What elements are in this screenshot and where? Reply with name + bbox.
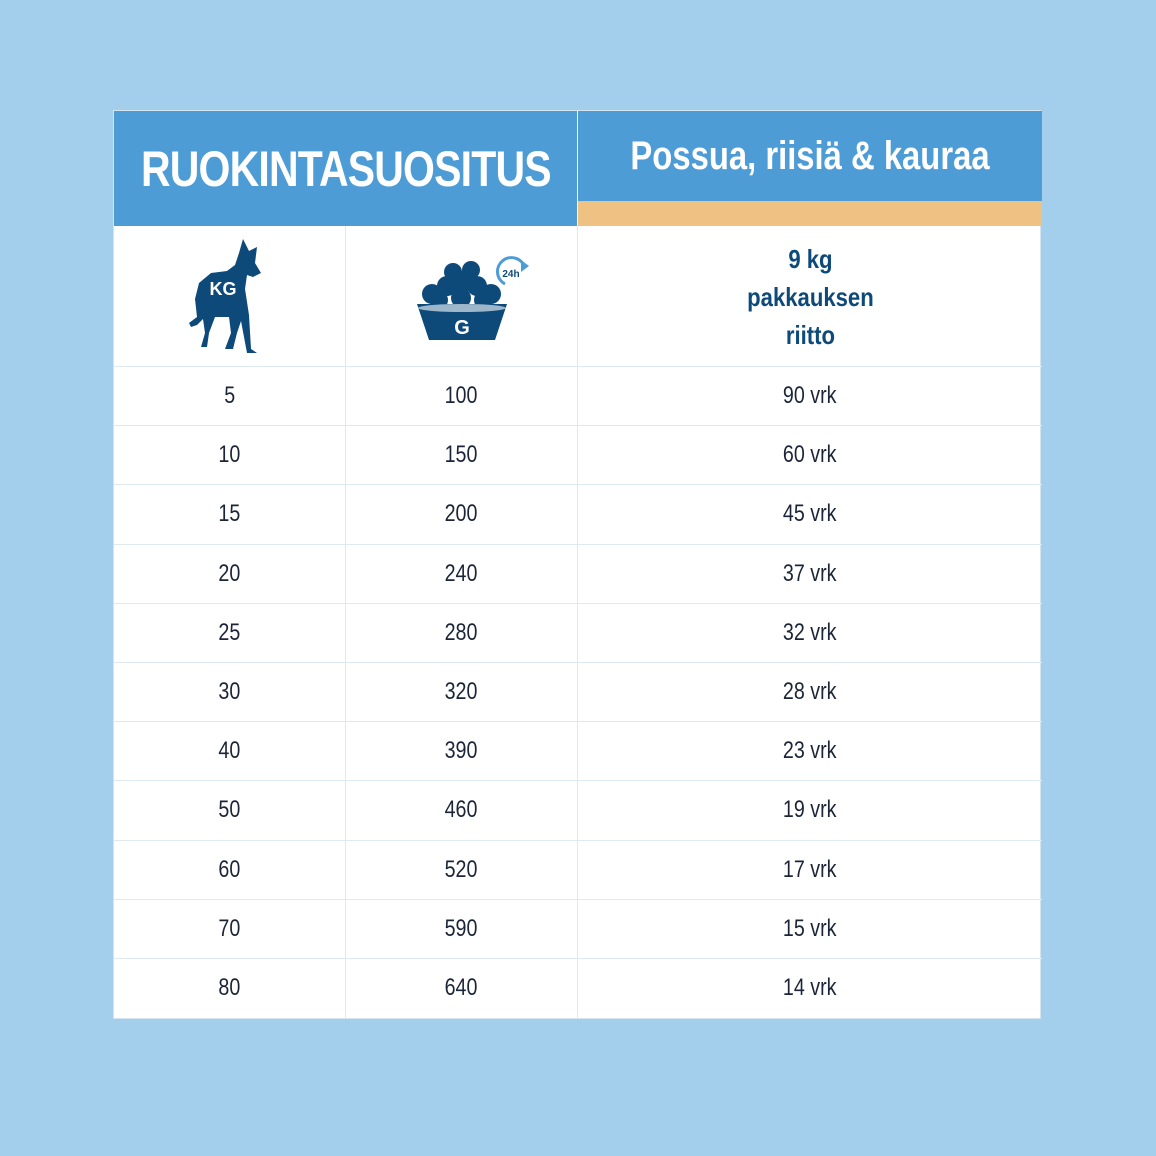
table-row xyxy=(114,604,1042,663)
table-row xyxy=(114,663,1042,722)
duration-cell-value: 90 vrk xyxy=(783,382,837,410)
package-line-2: pakkauksen xyxy=(746,281,874,312)
duration-cell xyxy=(578,722,1042,780)
badge-label: 24h xyxy=(501,268,520,280)
weight-cell-value: 60 xyxy=(218,855,241,883)
grams-cell-value: 320 xyxy=(445,678,478,706)
grams-cell xyxy=(346,545,578,603)
weight-header-cell xyxy=(114,226,346,367)
duration-cell-value: 19 vrk xyxy=(783,796,837,824)
weight-cell xyxy=(114,604,346,662)
duration-cell xyxy=(578,367,1042,425)
grams-cell xyxy=(346,900,578,958)
dog-icon-label: KG xyxy=(209,278,236,299)
weight-cell-value: 15 xyxy=(218,500,241,528)
grams-cell-value: 460 xyxy=(445,796,478,824)
weight-cell xyxy=(114,545,346,603)
food-bowl-icon xyxy=(387,242,537,352)
title-cell xyxy=(114,111,578,226)
grams-cell-value: 520 xyxy=(445,855,478,883)
grams-cell-value: 590 xyxy=(445,914,478,942)
weight-cell xyxy=(114,367,346,425)
duration-cell xyxy=(578,545,1042,603)
duration-cell xyxy=(578,781,1042,839)
table-row xyxy=(114,485,1042,544)
package-size: 9 kg xyxy=(787,243,833,274)
grams-cell-value: 240 xyxy=(445,559,478,587)
weight-cell-value: 20 xyxy=(218,559,241,587)
grams-cell xyxy=(346,426,578,484)
grams-cell xyxy=(346,722,578,780)
duration-cell xyxy=(578,900,1042,958)
package-label xyxy=(736,240,885,354)
weight-cell-value: 80 xyxy=(218,974,241,1002)
table-title: RUOKINTASUOSITUS xyxy=(140,140,551,197)
duration-cell xyxy=(578,959,1042,1018)
weight-cell-value: 70 xyxy=(218,914,241,942)
duration-cell-value: 32 vrk xyxy=(783,618,837,646)
weight-cell xyxy=(114,959,346,1018)
weight-cell-value: 5 xyxy=(224,382,235,410)
duration-cell xyxy=(578,604,1042,662)
grams-cell xyxy=(346,604,578,662)
weight-cell xyxy=(114,663,346,721)
table-row xyxy=(114,959,1042,1018)
table-row xyxy=(114,900,1042,959)
icon-row xyxy=(114,226,1042,367)
weight-cell xyxy=(114,485,346,543)
grams-cell-value: 200 xyxy=(445,500,478,528)
duration-cell-value: 45 vrk xyxy=(783,500,837,528)
grams-cell-value: 280 xyxy=(445,618,478,646)
duration-cell xyxy=(578,426,1042,484)
grams-header-cell xyxy=(346,226,578,367)
bowl-icon-label: G xyxy=(453,316,470,339)
feeding-table xyxy=(113,110,1041,1019)
product-cell xyxy=(578,111,1042,201)
package-line-3: riitto xyxy=(785,319,835,350)
duration-cell-value: 60 vrk xyxy=(783,441,837,469)
table-row xyxy=(114,426,1042,485)
dog-icon xyxy=(185,237,275,357)
refresh-24h-icon xyxy=(497,257,529,283)
table-row xyxy=(114,841,1042,900)
grams-cell xyxy=(346,781,578,839)
duration-cell xyxy=(578,485,1042,543)
weight-cell xyxy=(114,426,346,484)
duration-cell-value: 37 vrk xyxy=(783,559,837,587)
table-body xyxy=(114,367,1042,1018)
weight-cell-value: 50 xyxy=(218,796,241,824)
weight-cell xyxy=(114,900,346,958)
duration-cell-value: 14 vrk xyxy=(783,974,837,1002)
accent-bar xyxy=(578,201,1042,226)
weight-cell-value: 10 xyxy=(218,441,241,469)
grams-cell-value: 100 xyxy=(445,382,478,410)
duration-cell-value: 17 vrk xyxy=(783,855,837,883)
weight-cell xyxy=(114,841,346,899)
duration-cell-value: 23 vrk xyxy=(783,737,837,765)
grams-cell xyxy=(346,367,578,425)
table-header xyxy=(114,111,1042,226)
duration-cell-value: 15 vrk xyxy=(783,914,837,942)
weight-cell-value: 30 xyxy=(218,678,241,706)
weight-cell-value: 40 xyxy=(218,737,241,765)
table-row xyxy=(114,545,1042,604)
table-row xyxy=(114,722,1042,781)
product-name: Possua, riisiä & kauraa xyxy=(630,133,990,178)
duration-cell xyxy=(578,663,1042,721)
package-header-cell xyxy=(578,226,1042,367)
grams-cell xyxy=(346,663,578,721)
weight-cell-value: 25 xyxy=(218,618,241,646)
grams-cell xyxy=(346,959,578,1018)
weight-cell xyxy=(114,781,346,839)
grams-cell xyxy=(346,841,578,899)
grams-cell-value: 390 xyxy=(445,737,478,765)
table-row xyxy=(114,367,1042,426)
table-row xyxy=(114,781,1042,840)
grams-cell xyxy=(346,485,578,543)
grams-cell-value: 640 xyxy=(445,974,478,1002)
duration-cell xyxy=(578,841,1042,899)
duration-cell-value: 28 vrk xyxy=(783,678,837,706)
grams-cell-value: 150 xyxy=(445,441,478,469)
weight-cell xyxy=(114,722,346,780)
